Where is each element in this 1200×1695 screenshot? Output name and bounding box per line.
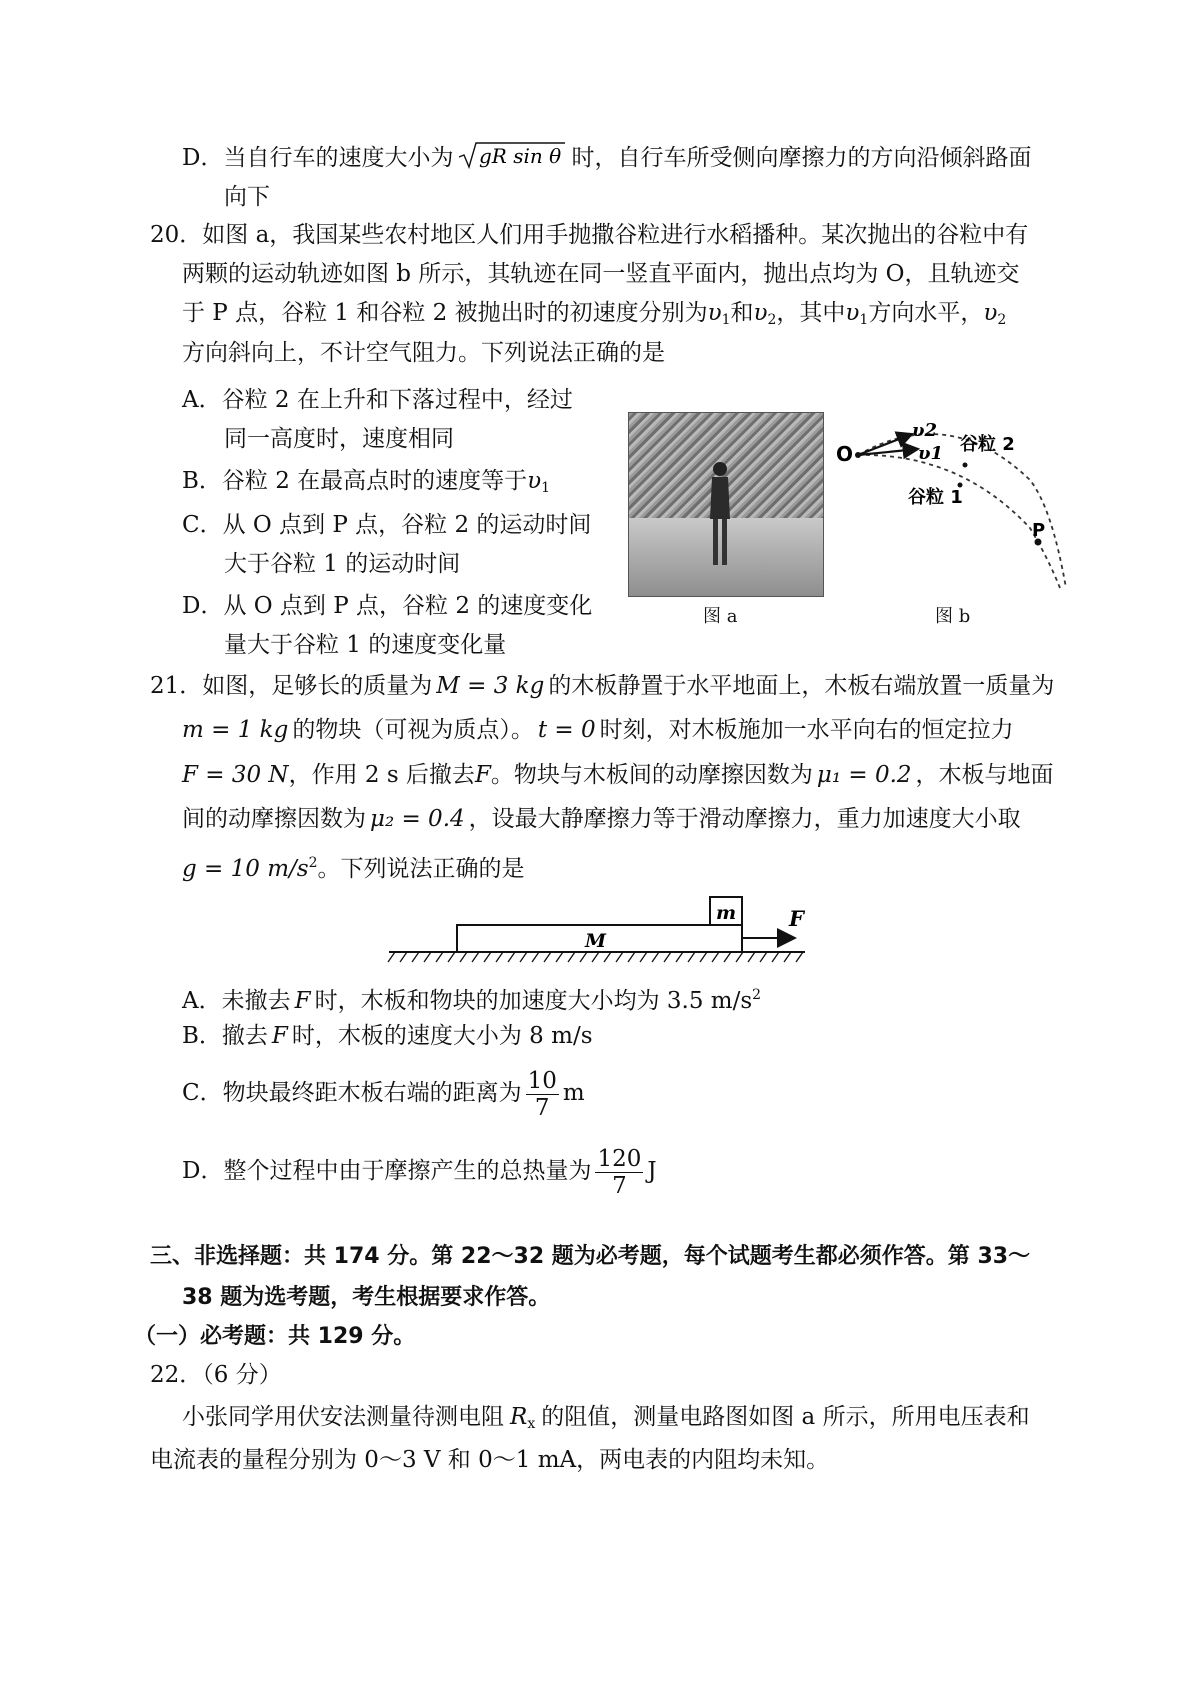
q21-option-a-text-c: 时，木板和物块的加速度大小均为 3.5 m/s — [314, 988, 753, 1014]
q21-option-a-exponent: 2 — [752, 987, 762, 1003]
q21-option-a-text-a: A．未撤去 — [182, 988, 291, 1014]
q21-line-5-c: 。下列说法正确的是 — [317, 856, 525, 882]
v1-symbol-c: υ — [527, 468, 542, 494]
q21-option-a-f: F — [294, 988, 311, 1014]
label-F: F — [789, 906, 804, 931]
label-o: O — [836, 442, 854, 466]
ground-hatching — [388, 952, 803, 962]
q21-line-2-b: 的物块（可视为质点）。 — [292, 717, 534, 743]
q21-option-c-numerator: 10 — [527, 1067, 557, 1094]
mu1-value: μ₁ = 0.2 — [816, 762, 912, 788]
q20-option-b-text: B．谷粒 2 在最高点时的速度等于 — [182, 468, 528, 494]
label-v1: υ1 — [918, 443, 944, 464]
gravity-exponent: 2 — [308, 855, 318, 871]
q20-line-3-c: ，其中 — [776, 300, 846, 326]
q22-line-2: 电流表的量程分别为 0～3 V 和 0～1 mA，两电表的内阻均未知。 — [150, 1447, 830, 1473]
section-3-line-1: 三、非选择题：共 174 分。第 22～32 题为必考题，每个试题考生都必须作答。第 33～ — [150, 1244, 1031, 1269]
q21-line-4-a: 间的动摩擦因数为 — [182, 806, 366, 832]
q21-line-4 — [182, 804, 1021, 834]
rx-symbol: R — [510, 1404, 528, 1430]
q20-line-1: 20．如图 a，我国某些农村地区人们用手抛撒谷粒进行水稻播种。某次抛出的谷粒中有 — [150, 222, 1029, 248]
figure-a-caption: 图 a — [703, 606, 738, 627]
q21-option-a — [182, 980, 761, 1016]
q21-option-b-f: F — [271, 1023, 288, 1049]
q21-line-1 — [150, 671, 1054, 701]
mass-m-value: m = 1 kg — [182, 717, 289, 743]
grain-1-trajectory — [858, 455, 1060, 588]
v2-symbol: υ — [753, 300, 768, 326]
q21-option-d-numerator: 120 — [597, 1145, 642, 1172]
q21-line-5 — [182, 848, 524, 884]
q21-line-1-a: 21．如图，足够长的质量为 — [150, 673, 433, 699]
point-o — [855, 452, 861, 458]
v1-subscript-b: 1 — [859, 312, 869, 328]
farmer-figure — [707, 459, 733, 569]
v1-subscript-c: 1 — [541, 480, 551, 496]
q20-option-d-2: 量大于谷粒 1 的速度变化量 — [224, 632, 507, 658]
section-3-line-2: 38 题为选考题，考生根据要求作答。 — [182, 1285, 551, 1310]
q19-option-d-text-b: 时，自行车所受侧向摩擦力的方向沿倾斜路面 — [571, 145, 1032, 171]
force-value: F = 30 N — [182, 762, 289, 788]
gravity-value: g = 10 m/s — [182, 856, 309, 882]
q20-option-c-2: 大于谷粒 1 的运动时间 — [224, 551, 461, 577]
v2-symbol-b: υ — [983, 300, 998, 326]
v1-symbol: υ — [707, 300, 722, 326]
q20-option-a-1: A．谷粒 2 在上升和下落过程中，经过 — [182, 387, 573, 413]
v1-symbol-b: υ — [845, 300, 860, 326]
v2-subscript-b: 2 — [997, 312, 1007, 328]
q22-heading: 22．（6 分） — [150, 1362, 282, 1388]
q19-option-d-text-a: D．当自行车的速度大小为 — [182, 145, 454, 171]
v1-subscript: 1 — [721, 312, 731, 328]
time-zero: t = 0 — [537, 717, 596, 743]
q21-option-b — [182, 1021, 593, 1051]
q21-line-3 — [182, 760, 1054, 790]
q22-line-1-a: 小张同学用伏安法测量待测电阻 — [182, 1404, 504, 1430]
q20-line-2: 两颗的运动轨迹如图 b 所示，其轨迹在同一竖直平面内，抛出点均为 O，且轨迹交 — [182, 261, 1020, 287]
q22-line-1-d: 的阻值，测量电路图如图 a 所示，所用电压表和 — [541, 1404, 1030, 1430]
label-p: P — [1032, 520, 1046, 541]
mass-M-value: M = 3 kg — [436, 673, 545, 699]
q20-option-a-2: 同一高度时，速度相同 — [224, 426, 454, 452]
q20-line-3-d: 方向水平， — [868, 300, 984, 326]
q20-option-b — [182, 466, 550, 503]
sqrt-expression-text: gR sin θ — [479, 144, 562, 168]
label-grain-2: 谷粒 2 — [960, 434, 1015, 455]
q21-option-d-fraction — [595, 1146, 643, 1199]
q21-line-3-f: ，木板与地面 — [915, 762, 1054, 788]
q20-option-d-1: D．从 O 点到 P 点，谷粒 2 的速度变化 — [182, 593, 593, 619]
v2-subscript: 2 — [767, 312, 777, 328]
figure-b-caption: 图 b — [935, 606, 971, 627]
q21-line-3-b: ，作用 2 s 后撤去 — [288, 762, 475, 788]
section-3-line-3: （一）必考题：共 129 分。 — [134, 1324, 416, 1349]
rx-subscript: x — [527, 1416, 536, 1432]
q20-line-3-a: 于 P 点，谷粒 1 和谷粒 2 被抛出时的初速度分别为 — [182, 300, 708, 326]
force-symbol: F — [474, 762, 491, 788]
q21-option-c-denominator: 7 — [534, 1094, 550, 1121]
q19-option-d-cont: 向下 — [224, 184, 270, 210]
farmer-photo — [628, 412, 824, 597]
q21-line-2 — [182, 715, 1014, 745]
q20-line-3 — [182, 298, 1006, 335]
sqrt-expression — [457, 140, 567, 178]
q21-line-3-d: 。物块与木板间的动摩擦因数为 — [490, 762, 813, 788]
q22-line-1 — [182, 1402, 1030, 1439]
q21-option-d-text: D．整个过程中由于摩擦产生的总热量为 — [182, 1158, 592, 1184]
label-grain-1: 谷粒 1 — [908, 487, 963, 508]
q21-line-4-c: ，设最大静摩擦力等于滑动摩擦力，重力加速度大小取 — [468, 806, 1021, 832]
q20-line-3-b: 和 — [730, 300, 754, 326]
board-block-diagram — [385, 892, 815, 964]
q21-option-c-unit: m — [562, 1080, 585, 1106]
mu2-value: μ₂ = 0.4 — [370, 806, 465, 832]
q21-option-c — [182, 1064, 585, 1122]
q21-option-c-text: C．物块最终距木板右端的距离为 — [182, 1080, 522, 1106]
q20-line-4: 方向斜向上，不计空气阻力。下列说法正确的是 — [182, 340, 665, 366]
q21-option-c-fraction — [526, 1068, 559, 1121]
q21-option-b-text-a: B．撤去 — [182, 1023, 268, 1049]
q21-line-2-d: 时刻，对木板施加一水平向右的恒定拉力 — [599, 717, 1014, 743]
trajectory-diagram — [830, 408, 1080, 598]
q21-line-1-c: 的木板静置于水平地面上，木板右端放置一质量为 — [548, 673, 1055, 699]
q20-option-c-1: C．从 O 点到 P 点，谷粒 2 的运动时间 — [182, 512, 592, 538]
label-v2: υ2 — [912, 420, 938, 441]
label-m: m — [716, 902, 737, 924]
grain-2-trajectory — [858, 434, 1066, 588]
q21-option-b-text-c: 时，木板的速度大小为 8 m/s — [291, 1023, 593, 1049]
q21-option-d — [182, 1142, 657, 1200]
label-M: M — [585, 930, 607, 952]
q19-option-d — [182, 140, 1031, 178]
q21-option-d-unit: J — [647, 1158, 657, 1184]
q21-option-d-denominator: 7 — [612, 1172, 627, 1199]
